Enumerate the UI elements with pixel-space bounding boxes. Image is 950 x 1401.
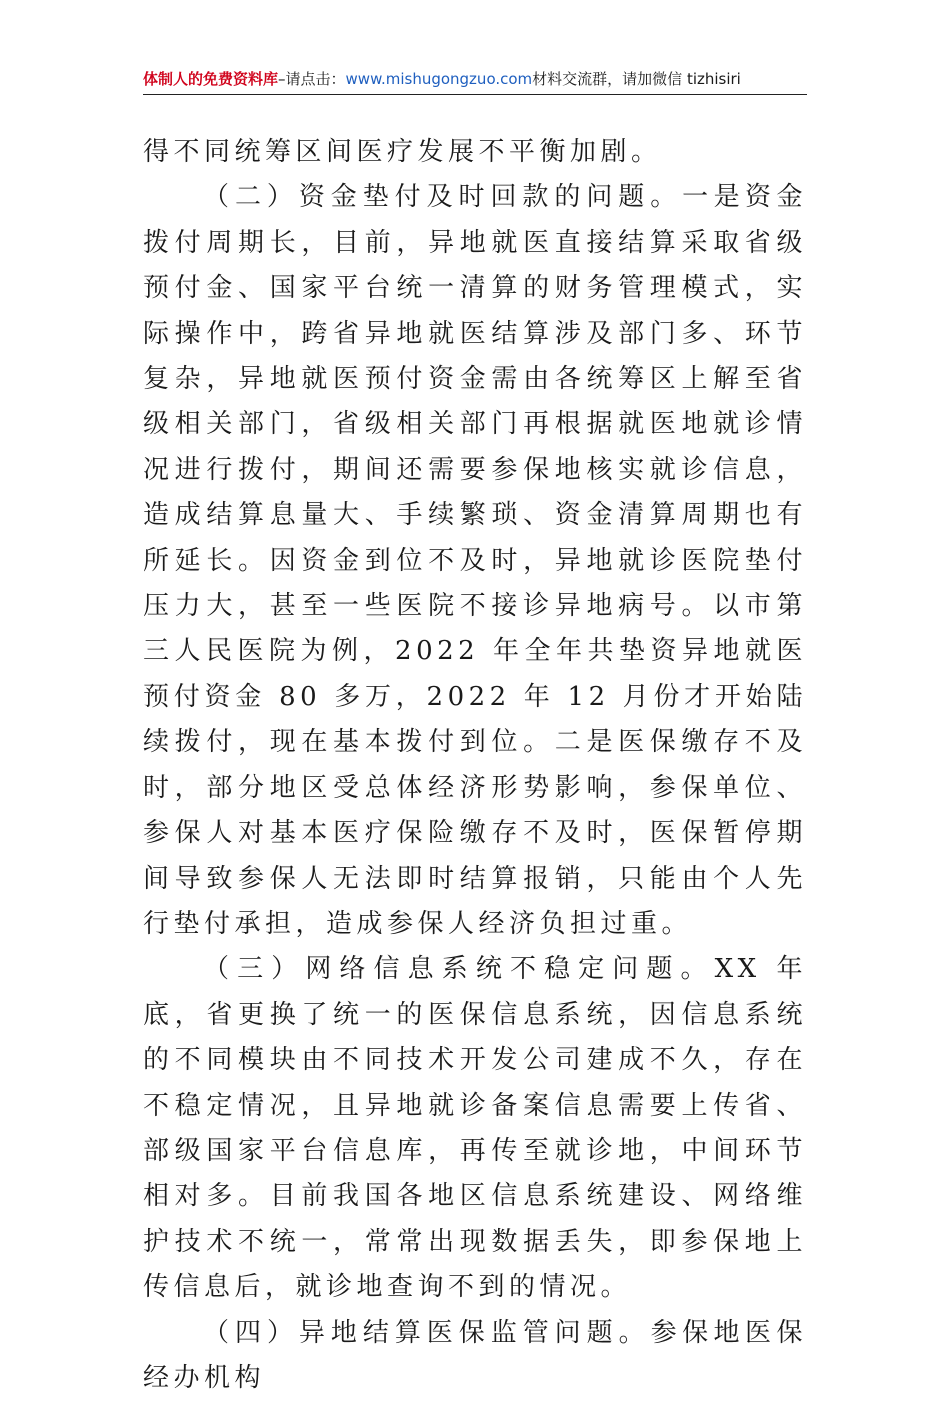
document-body [143, 130, 807, 1401]
paragraph-text: 一是资金拨付周期长，目前，异地就医直接结算采取省级预付金、国家平台统一清算的财务管理模式，实际操作中，跨省异地就医结算涉及部门多、环节复杂，异地就医预付资金需由各统筹区上解至省级相关部门，省级相关部门再根据就医地就诊情况进行拨付，期间还需要参保地核实就诊信息，造成结算息量大、手续繁琐、资金清算周期也有所延长。因资金到位不及时，异地就诊医院垫付压力大，甚至一些医院不接诊异地病号。以市第三人民医院为例，2022 年全年共垫资异地就医预付资金 80 多万，2022 年 12 月份才开始陆续拨付，现在基本拨付到位。二是医保缴存不及时，部分地区受总体经济形势影响，参保单位、参保人对基本医疗保险缴存不及时，医保暂停期间导致参保人无法即时结算报销，只能由个人先行垫付承担，造成参保人经济负担过重。 [143, 182, 807, 939]
header-contact-text: 材料交流群，请加微信 tizhisiri [532, 70, 741, 88]
section-heading: （二）资金垫付及时回款的问题。 [203, 182, 683, 213]
paragraph-section-4 [143, 1311, 807, 1401]
paragraph-section-3 [143, 947, 807, 1310]
header-brand: 体制人的免费资料库 [143, 70, 279, 88]
paragraph-continuation [143, 130, 807, 175]
section-heading: （三）网络信息系统不稳定问题。 [203, 954, 715, 985]
header-separator: –请点击： [278, 70, 346, 88]
paragraph-section-2 [143, 175, 807, 947]
paragraph-text: 参保地医保经办机构 [143, 1317, 807, 1393]
paragraph-text: XX 年底，省更换了统一的医保信息系统，因信息系统的不同模块由不同技术开发公司建成不久，存在不稳定情况，且异地就诊备案信息需要上传省、部级国家平台信息库，再传至就诊地，中间环节相对多。目前我国各地区信息系统建设、网络维护技术不统一，常常出现数据丢失，即参保地上传信息后，就诊地查询不到的情况。 [143, 954, 807, 1303]
page-header [143, 66, 807, 95]
header-website-link[interactable]: www.mishugongzuo.com [345, 70, 533, 88]
section-heading: （四）异地结算医保监管问题。 [203, 1317, 651, 1348]
paragraph-text: 得不同统筹区间医疗发展不平衡加剧。 [143, 137, 662, 167]
